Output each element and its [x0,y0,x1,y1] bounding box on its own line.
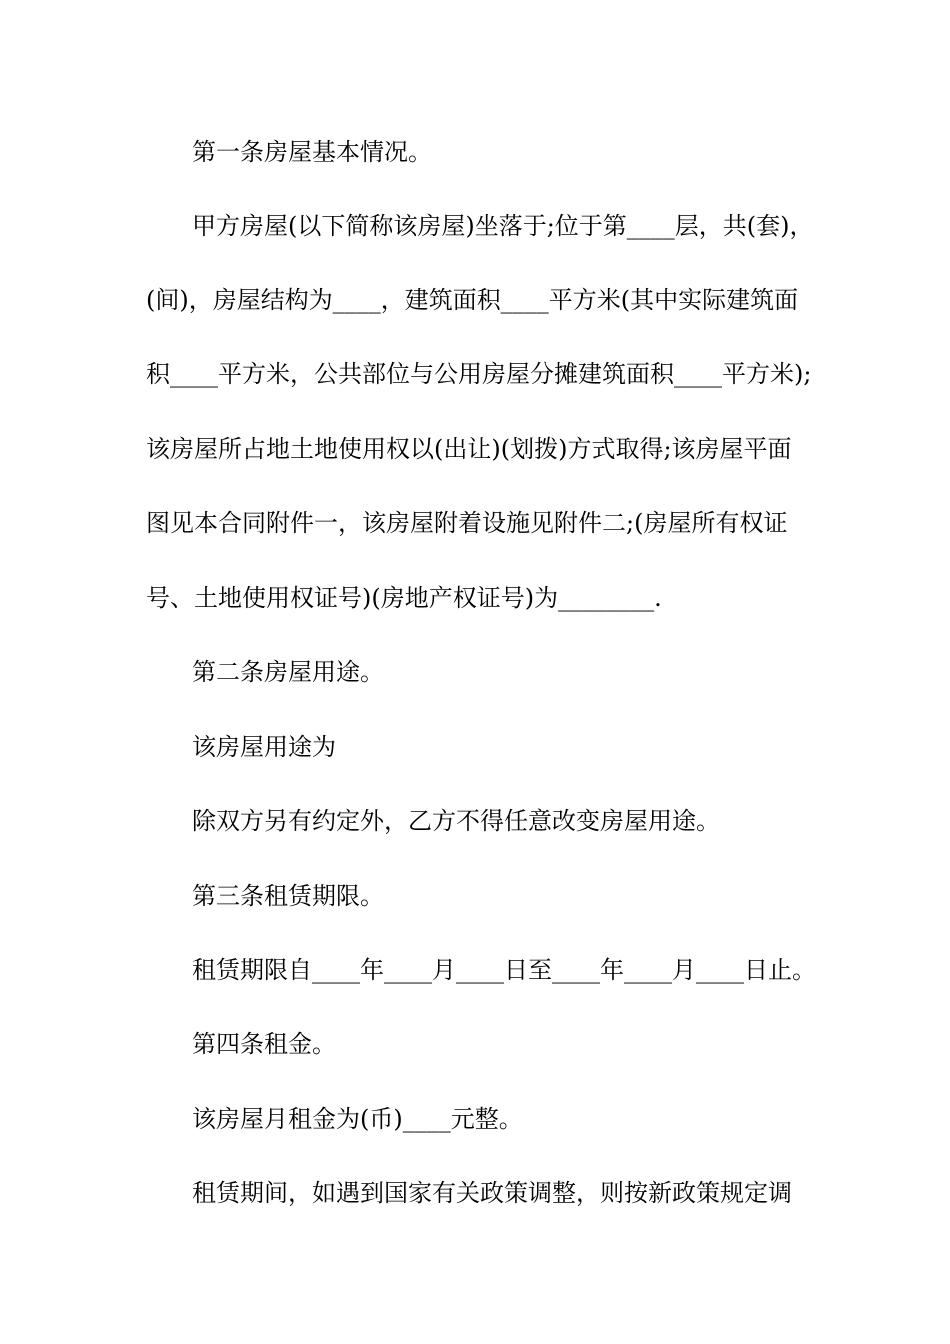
paragraph-line: 号、土地使用权证号)(房地产权证号)为________. [146,584,662,612]
paragraph-line: 积____平方米，公共部位与公用房屋分摊建筑面积____平方米); [146,360,812,388]
article-4-heading: 第四条租金。 [192,1030,336,1058]
paragraph-line: 租赁期间，如遇到国家有关政策调整，则按新政策规定调 [192,1179,792,1207]
paragraph-line: 图见本合同附件一，该房屋附着设施见附件二;(房屋所有权证 [146,509,788,537]
paragraph-line: 该房屋用途为 [192,733,336,761]
article-3-heading: 第三条租赁期限。 [192,882,384,910]
paragraph-line: 除双方另有约定外，乙方不得任意改变房屋用途。 [192,807,720,835]
paragraph-line: 租赁期限自____年____月____日至____年____月____日止。 [192,956,816,984]
paragraph-line: 甲方房屋(以下简称该房屋)坐落于;位于第____层，共(套)， [192,212,814,240]
paragraph-line: 该房屋所占地土地使用权以(出让)(划拨)方式取得;该房屋平面 [146,435,792,463]
paragraph-line: 该房屋月租金为(币)____元整。 [192,1105,523,1133]
article-2-heading: 第二条房屋用途。 [192,658,384,686]
paragraph-line: (间)，房屋结构为____，建筑面积____平方米(其中实际建筑面 [146,286,799,314]
article-1-heading: 第一条房屋基本情况。 [192,138,432,166]
